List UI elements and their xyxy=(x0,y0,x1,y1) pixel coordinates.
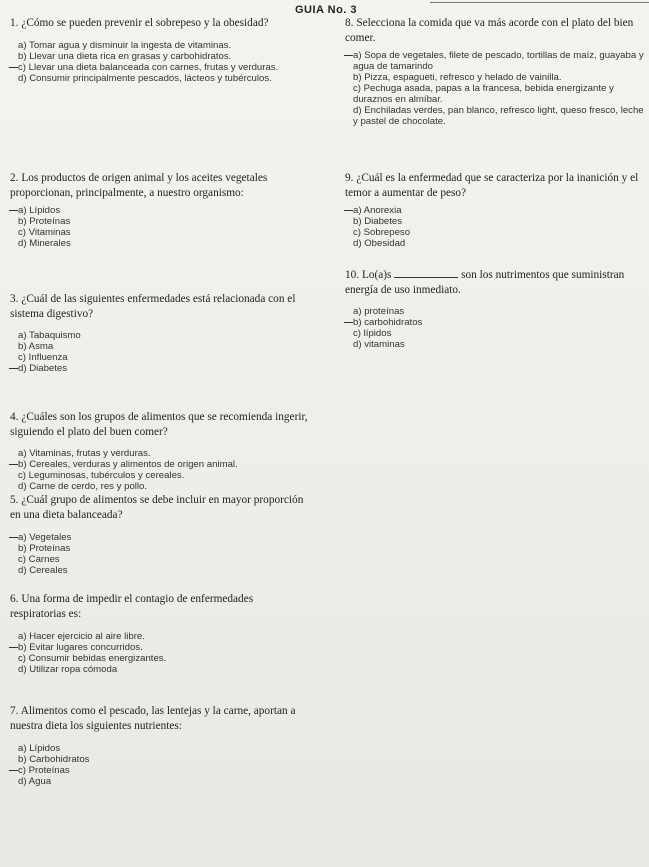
option-a[interactable]: a) Hacer ejercicio al aire libre. xyxy=(18,631,145,642)
option-b[interactable]: b) Asma xyxy=(18,341,54,352)
option-c[interactable]: c) Carnes xyxy=(18,554,60,565)
question-10: 10. Lo(a)s son los nutrimentos que suministran energía de uso inmediato. a) proteínas b) carbohidratos c) lípidos d) vitaminas xyxy=(345,268,645,350)
options-7 xyxy=(10,743,310,787)
top-rule xyxy=(430,2,649,3)
option-b[interactable]: b) Proteínas xyxy=(18,543,71,554)
question-4: 4. ¿Cuáles son los grupos de alimentos que se recomienda ingerir, siguiendo el plato del buen comer? a) Vitaminas, frutas y verduras. b) Cereales, verduras y alimentos de origen animal. c) Leguminosas, tubérculos y cereales. d) Carne de cerdo, res y pollo. xyxy=(10,410,310,492)
option-a[interactable]: a) Lípidos xyxy=(18,743,61,754)
option-c[interactable]: c) Vitaminas xyxy=(18,227,71,238)
option-c[interactable]: c) lípidos xyxy=(353,328,392,339)
option-d[interactable]: d) Agua xyxy=(18,776,52,787)
option-b[interactable]: b) carbohidratos xyxy=(353,317,645,328)
option-d[interactable]: d) Minerales xyxy=(18,238,71,249)
question-text: Selecciona la comida que va más acorde con el plato del bien comer. xyxy=(345,17,634,44)
options-10 xyxy=(345,306,645,350)
question-9: 9. ¿Cuál es la enfermedad que se caracteriza por la inanición y el temor a aumentar de peso? a) Anorexia b) Diabetes c) Sobrepeso d) Obesidad xyxy=(345,171,645,249)
options-8 xyxy=(345,50,645,127)
option-b[interactable]: b) Pizza, espagueti, refresco y helado de vainilla. xyxy=(353,72,562,83)
question-text: ¿Cuál grupo de alimentos se debe incluir en mayor proporción en una dieta balanceada? xyxy=(10,494,304,521)
option-d[interactable]: d) Consumir principalmente pescados, lácteos y tubérculos. xyxy=(18,72,272,84)
page-title: GUIA No. 3 xyxy=(295,4,358,16)
option-a[interactable]: a) Tomar agua y disminuir la ingesta de vitaminas. xyxy=(18,39,232,51)
option-c[interactable]: c) Sobrepeso xyxy=(353,227,411,238)
option-a[interactable]: a) Vegetales xyxy=(18,532,310,543)
options-9 xyxy=(345,205,645,249)
option-d[interactable]: d) Enchiladas verdes, pan blanco, refresco light, queso fresco, leche y pastel de chocolate. xyxy=(353,105,644,127)
options-6 xyxy=(10,631,310,675)
option-a[interactable]: a) Tabaquismo xyxy=(18,330,81,341)
option-d[interactable]: d) Utilizar ropa cómoda xyxy=(18,664,118,675)
option-a[interactable]: a) proteínas xyxy=(353,306,405,317)
option-c[interactable]: c) Leguminosas, tubérculos y cereales. xyxy=(18,470,185,481)
question-text: son los nutrimentos que suministran energía de uso inmediato. xyxy=(345,269,625,296)
option-c[interactable]: c) Proteínas xyxy=(18,765,310,776)
option-a[interactable]: a) Sopa de vegetales, filete de pescado, tortillas de maíz, guayaba y agua de tamarindo xyxy=(353,50,644,72)
question-8: 8. Selecciona la comida que va más acorde con el plato del bien comer. a) Sopa de vegetales, filete de pescado, tortillas de maíz, guayaba y agua de tamarindo b) Pizza, espagueti, refresco y helado de vainilla. c) Pechuga asada, papas a la francesa, bebida energizante y duraznos en almíbar. d) Enchiladas verdes, pan blanco, refresco light, queso fresco, leche y pastel de chocolate. xyxy=(345,17,644,127)
option-b[interactable]: b) Proteínas xyxy=(18,216,71,227)
options-3 xyxy=(10,330,310,374)
option-d[interactable]: d) Carne de cerdo, res y pollo. xyxy=(18,481,148,492)
question-2: 2. Los productos de origen animal y los aceites vegetales proporcionan, principalmente, a nuestro organismo: a) Lípidos b) Proteínas c) Vitaminas d) Minerales xyxy=(10,171,310,249)
options-2 xyxy=(10,205,310,249)
question-1: 1. ¿Cómo se pueden prevenir el sobrepeso y la obesidad? a) Tomar agua y disminuir la ingesta de vitaminas. b) Llevar una dieta rica en grasas y carbohidratos. c) Llevar una dieta balanceada con carnes, frutas y verduras. d) Consumir principalmente pescados, lácteos y tubérculos. xyxy=(10,16,310,84)
option-b[interactable]: b) Cereales, verduras y alimentos de origen animal. xyxy=(18,459,310,470)
options-5 xyxy=(10,532,310,576)
question-text: Alimentos como el pescado, las lentejas y la carne, aportan a nuestra dieta los siguientes nutrientes: xyxy=(10,705,296,732)
options-1 xyxy=(10,40,310,84)
option-d[interactable]: d) Cereales xyxy=(18,565,68,576)
options-4 xyxy=(10,448,310,492)
option-d[interactable]: d) vitaminas xyxy=(353,339,405,350)
question-text: ¿Cuáles son los grupos de alimentos que se recomienda ingerir, siguiendo el plato del buen comer? xyxy=(10,411,308,438)
answer-blank[interactable] xyxy=(394,268,458,278)
question-6: 6. Una forma de impedir el contagio de enfermedades respiratorias es: a) Hacer ejercicio al aire libre. b) Evitar lugares concurridos. c) Consumir bebidas energizantes. d) Utilizar ropa cómoda xyxy=(10,592,310,675)
option-d[interactable]: d) Obesidad xyxy=(353,238,406,249)
option-b[interactable]: b) Llevar una dieta rica en grasas y carbohidratos. xyxy=(18,50,232,62)
option-a[interactable]: a) Anorexia xyxy=(353,205,645,216)
question-text: Los productos de origen animal y los aceites vegetales proporcionan, principalmente, a nuestro organismo: xyxy=(10,172,268,199)
question-5: 5. ¿Cuál grupo de alimentos se debe incluir en mayor proporción en una dieta balanceada? a) Vegetales b) Proteínas c) Carnes d) Cereales xyxy=(10,493,310,576)
option-a[interactable]: a) Vitaminas, frutas y verduras. xyxy=(18,448,151,459)
option-d[interactable]: d) Diabetes xyxy=(18,363,310,374)
option-a[interactable]: a) Lípidos xyxy=(18,205,310,216)
option-b[interactable]: b) Evitar lugares concurridos. xyxy=(18,642,310,653)
question-text: ¿Cuál es la enfermedad que se caracteriza por la inanición y el temor a aumentar de peso? xyxy=(345,172,639,199)
option-b[interactable]: b) Carbohidratos xyxy=(18,754,90,765)
question-7: 7. Alimentos como el pescado, las lentejas y la carne, aportan a nuestra dieta los siguientes nutrientes: a) Lípidos b) Carbohidratos c) Proteínas d) Agua xyxy=(10,704,310,787)
option-c[interactable]: c) Influenza xyxy=(18,352,68,363)
question-text: ¿Cuál de las siguientes enfermedades está relacionada con el sistema digestivo? xyxy=(10,293,296,320)
option-b[interactable]: b) Diabetes xyxy=(353,216,403,227)
option-c[interactable]: c) Pechuga asada, papas a la francesa, bebida energizante y duraznos en almíbar. xyxy=(353,83,614,105)
question-text: Una forma de impedir el contagio de enfermedades respiratorias es: xyxy=(10,593,254,620)
option-c[interactable]: c) Llevar una dieta balanceada con carnes, frutas y verduras. xyxy=(18,62,310,73)
option-c[interactable]: c) Consumir bebidas energizantes. xyxy=(18,653,167,664)
question-text: ¿Cómo se pueden prevenir el sobrepeso y la obesidad? xyxy=(21,17,269,29)
question-3: 3. ¿Cuál de las siguientes enfermedades está relacionada con el sistema digestivo? a) Tabaquismo b) Asma c) Influenza d) Diabetes xyxy=(10,292,310,374)
